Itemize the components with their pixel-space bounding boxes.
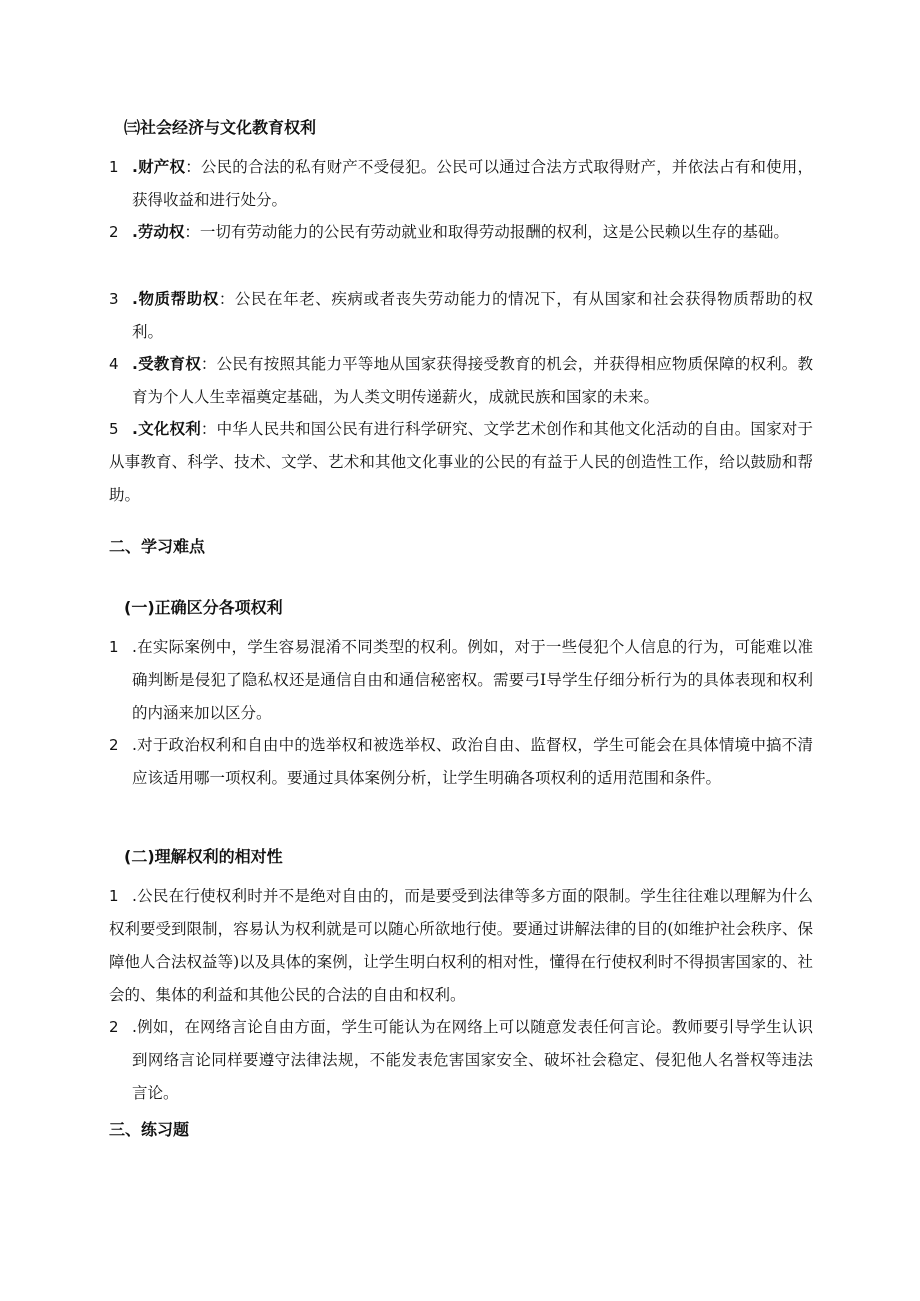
item-body: ：公民的合法的私有财产不受侵犯。公民可以通过合法方式取得财产，并依法占有和使用，获得收益和进行处分。 — [132, 158, 814, 209]
item-body: .公民在行使权利时并不是绝对自由的，而是要受到法律等多方面的限制。学生往往难以理解为什么权利要受到限制，容易认为权利就是可以随心所欲地行使。要通过讲解法律的目的(如维护社会秩序、保障他人合法权益等)以及具体的案例，让学生明白权利的相对性，懂得在行使权利时不得损害国家的、社会的、集体的利益和其他公民的合法的自由和权利。 — [109, 887, 813, 1004]
item-number: 1 — [109, 887, 119, 905]
list-item — [109, 729, 813, 795]
subsection-heading-distinguish-rights: (一)正确区分各项权利 — [124, 598, 283, 617]
item-body: .例如，在网络言论自由方面，学生可能认为在网络上可以随意发表任何言论。教师要引导学生认识到网络言论同样要遵守法律法规，不能发表危害国家安全、破坏社会稳定、侵犯他人名誉权等违法言论。 — [132, 1018, 813, 1102]
item-body: ：公民在年老、疾病或者丧失劳动能力的情况下，有从国家和社会获得物质帮助的权利。 — [132, 290, 813, 341]
item-term: .财产权 — [132, 158, 186, 176]
item-body: ：公民有按照其能力平等地从国家获得接受教育的机会，并获得相应物质保障的权利。教育为个人人生幸福奠定基础，为人类文明传递薪火，成就民族和国家的未来。 — [132, 355, 813, 406]
item-term: .劳动权 — [132, 223, 185, 241]
list-item — [109, 283, 813, 349]
section-heading-exercises: 三、练习题 — [109, 1120, 190, 1139]
item-number: 2 — [109, 736, 119, 754]
item-number: 2 — [109, 223, 119, 241]
item-term: .文化权利 — [132, 420, 201, 438]
list-item — [109, 151, 813, 217]
subsection-heading-economic-rights: ㈢社会经济与文化教育权利 — [124, 118, 317, 137]
subsection-heading-relativity-of-rights: (二)理解权利的相对性 — [124, 847, 283, 866]
list-item — [109, 216, 813, 249]
item-number: 4 — [109, 355, 119, 373]
item-number: 3 — [109, 290, 119, 308]
list-item — [109, 348, 813, 414]
section-heading-difficulties: 二、学习难点 — [109, 537, 206, 556]
item-term: .物质帮助权 — [132, 290, 219, 308]
item-body: ：一切有劳动能力的公民有劳动就业和取得劳动报酬的权利，这是公民赖以生存的基础。 — [184, 223, 789, 241]
list-item — [109, 880, 813, 1012]
list-item — [109, 631, 813, 730]
list-item — [109, 413, 813, 512]
item-body: ：中华人民共和国公民有进行科学研究、文学艺术创作和其他文化活动的自由。国家对于从事教育、科学、技术、文学、艺术和其他文化事业的公民的有益于人民的创造性工作，给以鼓励和帮助。 — [109, 420, 813, 504]
item-number: 1 — [109, 638, 119, 656]
item-term: .受教育权 — [132, 355, 201, 373]
list-item — [109, 1011, 813, 1110]
item-body: .对于政治权利和自由中的选举权和被选举权、政治自由、监督权，学生可能会在具体情境中搞不清应该适用哪一项权利。要通过具体案例分析，让学生明确各项权利的适用范围和条件。 — [132, 736, 813, 787]
item-number: 5 — [109, 420, 119, 438]
item-number: 2 — [109, 1018, 119, 1036]
item-number: 1 — [109, 158, 119, 176]
item-body: .在实际案例中，学生容易混淆不同类型的权利。例如，对于一些侵犯个人信息的行为，可能难以准确判断是侵犯了隐私权还是通信自由和通信秘密权。需要弓I导学生仔细分析行为的具体表现和权利的内涵来加以区分。 — [132, 638, 813, 722]
